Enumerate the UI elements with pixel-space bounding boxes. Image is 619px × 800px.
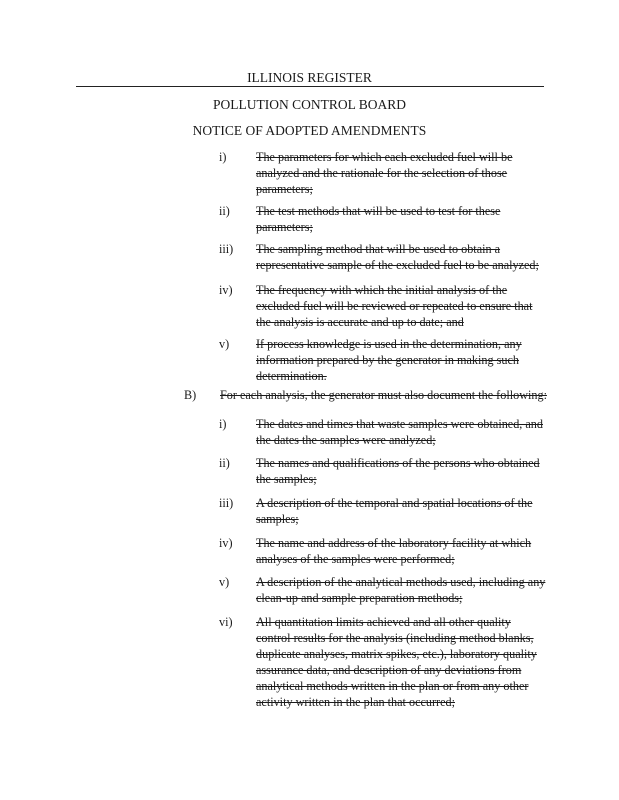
item-label: iv) xyxy=(219,283,233,297)
section-label: B) xyxy=(184,388,197,402)
item-text: The names and qualifications of the persons who obtained the samples; xyxy=(256,456,540,486)
item-label: v) xyxy=(219,575,230,589)
item-label: v) xyxy=(219,337,230,351)
item-text: The parameters for which each excluded fuel will be analyzed and the rationale for the selection of those parameters; xyxy=(256,150,513,196)
notice-title: NOTICE OF ADOPTED AMENDMENTS xyxy=(192,123,427,138)
item-text: A description of the analytical methods used, including any clean-up and sample preparation methods; xyxy=(256,575,546,605)
board-title: POLLUTION CONTROL BOARD xyxy=(213,97,406,112)
item-label: iii) xyxy=(219,242,234,256)
item-label: i) xyxy=(219,150,227,164)
item-label: iv) xyxy=(219,536,233,550)
register-title: ILLINOIS REGISTER xyxy=(247,70,372,85)
header-rule xyxy=(76,86,544,87)
item-text: A description of the temporal and spatial locations of the samples; xyxy=(256,496,533,526)
item-label: ii) xyxy=(219,204,230,218)
item-text: If process knowledge is used in the determination, any information prepared by the generator in making such determination. xyxy=(256,337,522,383)
item-label: i) xyxy=(219,417,227,431)
item-label: ii) xyxy=(219,456,230,470)
item-text: All quantitation limits achieved and all other quality control results for the analysis (including method blanks, duplicate analyses, matrix spikes, etc.), laboratory quality assurance data, and description of any deviations from analytical methods written in the plan or from any other activity written in the plan that occurred; xyxy=(256,615,537,709)
item-label: vi) xyxy=(219,615,233,629)
item-text: The dates and times that waste samples were obtained, and the dates the samples were analyzed; xyxy=(256,417,543,447)
item-text: The sampling method that will be used to obtain a representative sample of the excluded fuel to be analyzed; xyxy=(256,242,539,272)
item-text: The test methods that will be used to test for these parameters; xyxy=(256,204,501,234)
item-text: The frequency with which the initial analysis of the excluded fuel will be reviewed or repeated to ensure that the analysis is accurate and up to date; and xyxy=(256,283,533,329)
item-text: The name and address of the laboratory facility at which analyses of the samples were performed; xyxy=(256,536,532,566)
item-label: iii) xyxy=(219,496,234,510)
section-text: For each analysis, the generator must also document the following: xyxy=(220,388,547,402)
